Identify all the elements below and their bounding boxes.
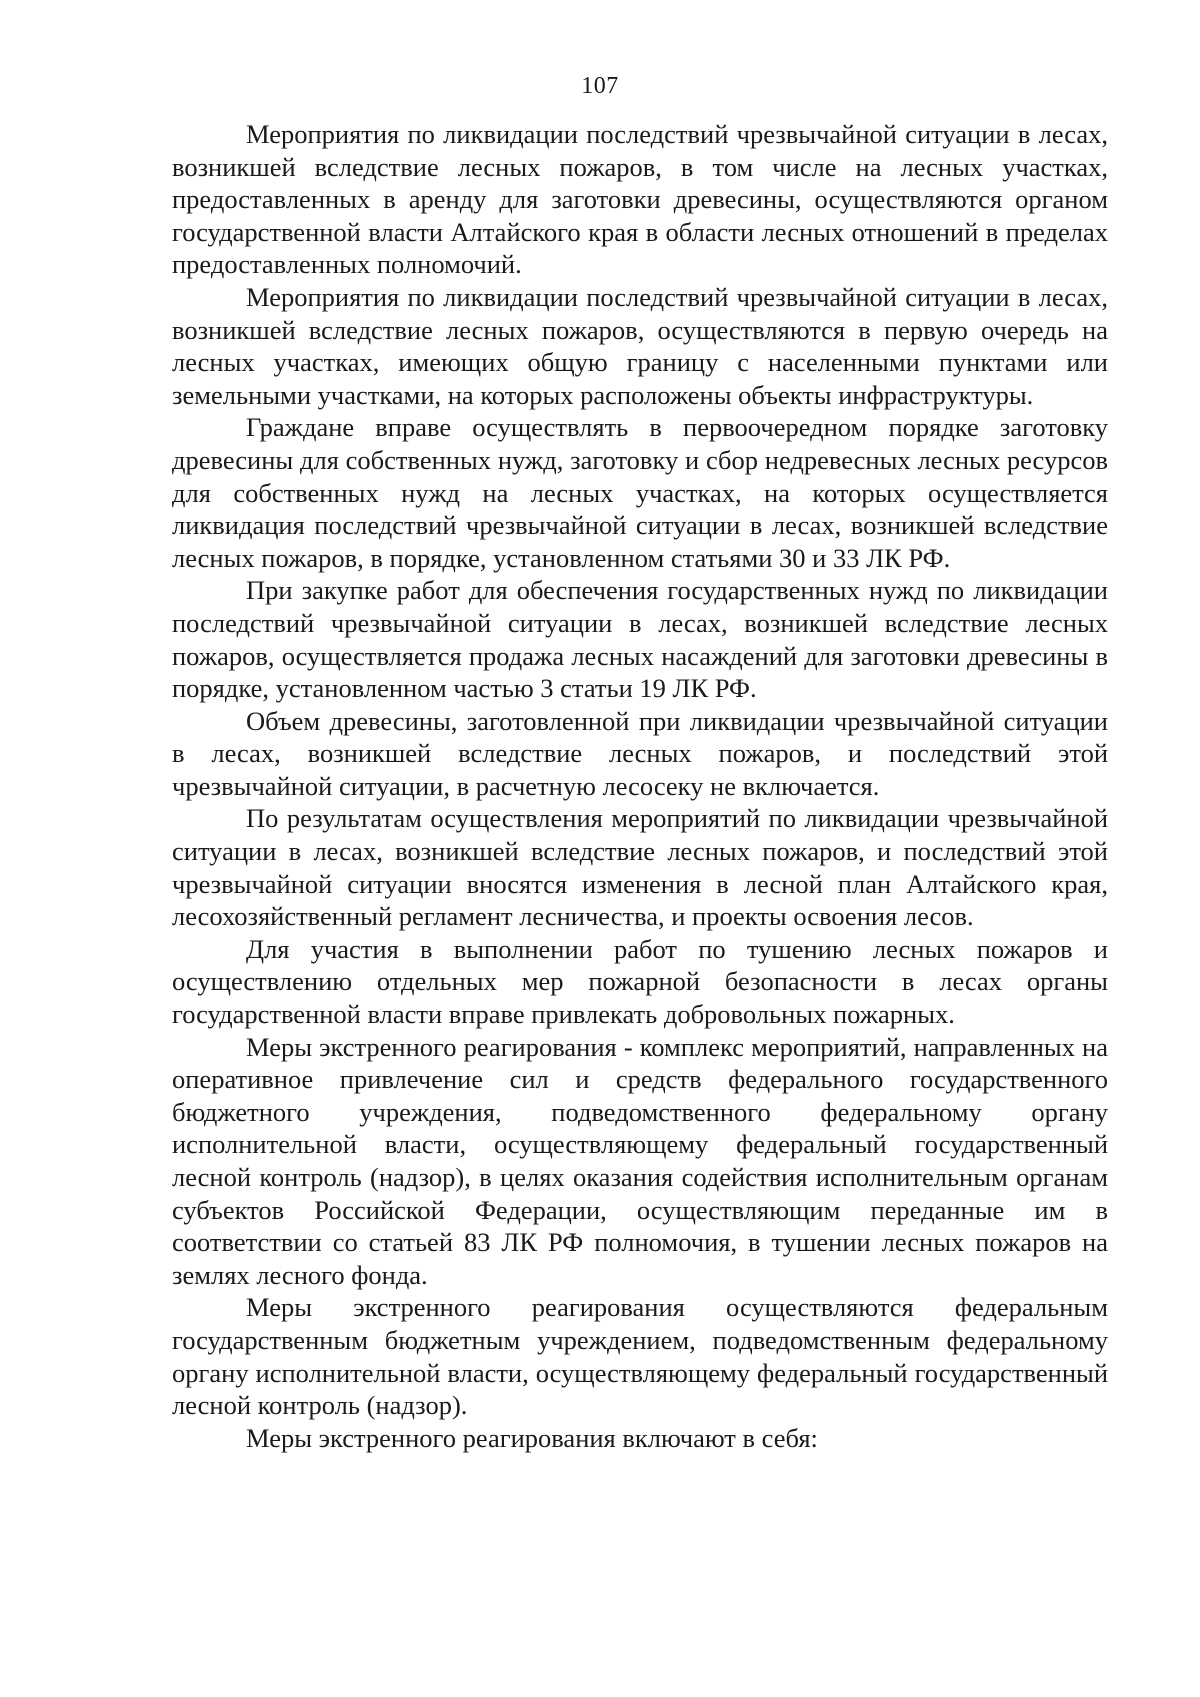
paragraph: Меры экстренного реагирования осуществляются федеральным государственным бюджетным учреждением, подведомственным федеральному органу исполнительной власти, осуществляющему федеральный государственный лесной контроль (надзор). bbox=[172, 1292, 1108, 1421]
paragraph: Граждане вправе осуществлять в первоочередном порядке заготовку древесины для собственных нужд, заготовку и сбор недревесных лесных ресурсов для собственных нужд на лесных участках, на которых осуществляется ликвидация последствий чрезвычайной ситуации в лесах, возникшей вследствие лесных пожаров, в порядке, установленном статьями 30 и 33 ЛК РФ. bbox=[172, 412, 1108, 573]
document-body bbox=[172, 118, 1108, 1454]
paragraph: Меры экстренного реагирования - комплекс мероприятий, направленных на оперативное привлечение сил и средств федерального государственного бюджетного учреждения, подведомственного федеральному органу исполнительной власти, осуществляющему федеральный государственный лесной контроль (надзор), в целях оказания содействия исполнительным органам субъектов Российской Федерации, осуществляющим переданные им в соответствии со статьей 83 ЛК РФ полномочия, в тушении лесных пожаров на землях лесного фонда. bbox=[172, 1031, 1108, 1290]
paragraph: При закупке работ для обеспечения государственных нужд по ликвидации последствий чрезвычайной ситуации в лесах, возникшей вследствие лесных пожаров, осуществляется продажа лесных насаждений для заготовки древесины в порядке, установленном частью 3 статьи 19 ЛК РФ. bbox=[172, 575, 1108, 704]
paragraph: Мероприятия по ликвидации последствий чрезвычайной ситуации в лесах, возникшей вследствие лесных пожаров, осуществляются в первую очередь на лесных участках, имеющих общую границу с населенными пунктами или земельными участками, на которых расположены объекты инфраструктуры. bbox=[172, 281, 1108, 410]
paragraph: Меры экстренного реагирования включают в себя: bbox=[246, 1422, 818, 1453]
paragraph: По результатам осуществления мероприятий по ликвидации чрезвычайной ситуации в лесах, возникшей вследствие лесных пожаров, и последствий этой чрезвычайной ситуации вносятся изменения в лесной план Алтайского края, лесохозяйственный регламент лесничества, и проекты освоения лесов. bbox=[172, 803, 1108, 932]
paragraph: Для участия в выполнении работ по тушению лесных пожаров и осуществлению отдельных мер пожарной безопасности в лесах органы государственной власти вправе привлекать добровольных пожарных. bbox=[172, 933, 1108, 1030]
page-number: 107 bbox=[581, 73, 619, 99]
paragraph: Мероприятия по ликвидации последствий чрезвычайной ситуации в лесах, возникшей вследствие лесных пожаров, в том числе на лесных участках, предоставленных в аренду для заготовки древесины, осуществляются органом государственной власти Алтайского края в области лесных отношений в пределах предоставленных полномочий. bbox=[172, 119, 1108, 280]
paragraph: Объем древесины, заготовленной при ликвидации чрезвычайной ситуации в лесах, возникшей вследствие лесных пожаров, и последствий этой чрезвычайной ситуации, в расчетную лесосеку не включается. bbox=[172, 705, 1108, 801]
